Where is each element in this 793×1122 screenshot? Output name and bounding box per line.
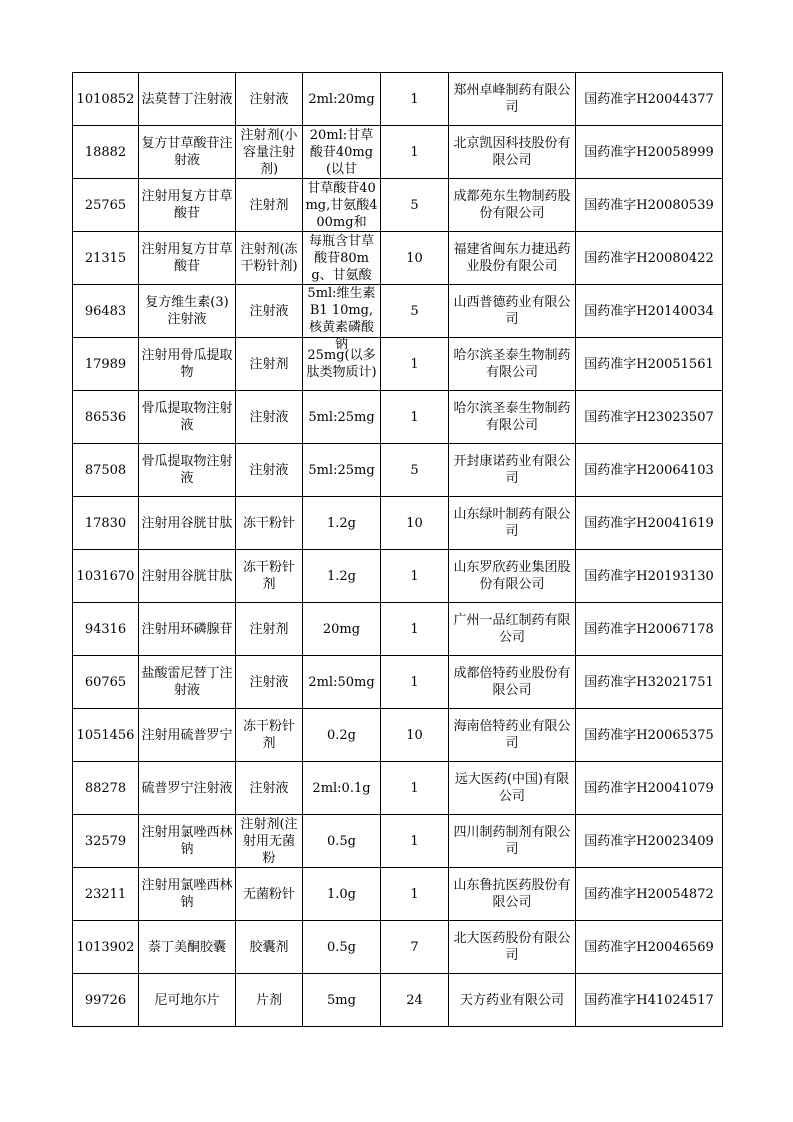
dosage-form-cell <box>236 73 303 126</box>
drug-code-cell-text: 21315 <box>84 250 127 266</box>
specification-cell-text: 5ml:25mg <box>308 462 375 478</box>
specification-cell <box>303 603 381 656</box>
approval-number-cell-text: 国药准字H20046569 <box>584 939 714 955</box>
quantity-cell <box>381 232 449 285</box>
specification-cell <box>303 126 381 179</box>
specification-cell <box>303 550 381 603</box>
dosage-form-cell <box>236 974 303 1027</box>
approval-number-cell <box>576 391 723 444</box>
manufacturer-cell-text: 山东罗欣药业集团股份有限公司 <box>453 560 571 592</box>
drug-code-cell <box>73 73 139 126</box>
table-row <box>73 762 723 815</box>
drug-name-cell-text: 注射用环磷腺苷 <box>141 621 233 637</box>
quantity-cell <box>381 656 449 709</box>
manufacturer-cell-text: 山东绿叶制药有限公司 <box>453 507 571 539</box>
drug-name-cell-text: 法莫替丁注射液 <box>141 91 233 107</box>
quantity-cell <box>381 444 449 497</box>
dosage-form-cell-text: 无菌粉针 <box>242 886 295 902</box>
table-row <box>73 868 723 921</box>
drug-name-cell-text: 骨瓜提取物注射液 <box>141 454 233 486</box>
specification-cell-text: 每瓶含甘草酸苷80mg、甘氨酸 <box>308 233 374 283</box>
drug-code-cell-text: 32579 <box>84 833 127 849</box>
dosage-form-cell <box>236 550 303 603</box>
quantity-cell-text: 10 <box>406 250 423 266</box>
specification-cell-text: 0.2g <box>327 727 356 743</box>
drug-code-cell-text: 25765 <box>84 197 127 213</box>
dosage-form-cell-text: 片剂 <box>255 992 282 1008</box>
drug-name-cell-text: 注射用谷胱甘肽 <box>141 515 233 531</box>
quantity-cell-text: 1 <box>410 409 419 425</box>
drug-code-cell <box>73 391 139 444</box>
drug-name-cell <box>139 444 236 497</box>
manufacturer-cell-text: 山西普德药业有限公司 <box>453 295 571 327</box>
drug-name-cell-text: 注射用氯唑西林钠 <box>141 878 233 910</box>
quantity-cell <box>381 285 449 338</box>
approval-number-cell-text: 国药准字H20140034 <box>584 303 714 319</box>
drug-name-cell <box>139 921 236 974</box>
manufacturer-cell <box>449 338 576 391</box>
drug-code-cell-text: 23211 <box>84 886 127 902</box>
specification-cell <box>303 73 381 126</box>
quantity-cell <box>381 179 449 232</box>
specification-cell <box>303 285 381 352</box>
manufacturer-cell-text: 哈尔滨圣泰生物制药有限公司 <box>453 401 571 433</box>
dosage-form-cell-text: 注射剂 <box>249 197 289 213</box>
manufacturer-cell <box>449 550 576 603</box>
specification-cell <box>303 815 381 868</box>
drug-name-cell <box>139 232 236 285</box>
dosage-form-cell-text: 注射剂(小容量注射剂) <box>240 127 298 177</box>
drug-code-cell <box>73 921 139 974</box>
approval-number-cell-text: 国药准字H41024517 <box>584 992 714 1008</box>
table-row <box>73 73 723 126</box>
table-row <box>73 815 723 868</box>
specification-cell-text: 20mg <box>322 621 361 637</box>
dosage-form-cell <box>236 285 303 338</box>
dosage-form-cell <box>236 497 303 550</box>
table-row <box>73 179 723 232</box>
drug-name-cell <box>139 709 236 762</box>
dosage-form-cell <box>236 815 303 868</box>
approval-number-cell <box>576 656 723 709</box>
approval-number-cell-text: 国药准字H20058999 <box>584 144 714 160</box>
table-row <box>73 974 723 1027</box>
drug-name-cell <box>139 338 236 391</box>
approval-number-cell-text: 国药准字H20023409 <box>584 833 714 849</box>
specification-cell-text: 1.0g <box>327 886 356 902</box>
drug-code-cell <box>73 709 139 762</box>
manufacturer-cell <box>449 444 576 497</box>
manufacturer-cell-text: 开封康诺药业有限公司 <box>453 454 571 486</box>
approval-number-cell-text: 国药准字H20054872 <box>584 886 714 902</box>
drug-code-cell <box>73 285 139 338</box>
table-row <box>73 338 723 391</box>
dosage-form-cell-text: 冻干粉针剂 <box>242 719 295 751</box>
specification-cell <box>303 921 381 974</box>
drug-code-cell <box>73 603 139 656</box>
table-row <box>73 550 723 603</box>
approval-number-cell <box>576 603 723 656</box>
dosage-form-cell-text: 冻干粉针剂 <box>242 560 295 592</box>
dosage-form-cell <box>236 603 303 656</box>
drug-name-cell-text: 硫普罗宁注射液 <box>141 780 233 796</box>
manufacturer-cell-text: 天方药业有限公司 <box>459 992 564 1008</box>
approval-number-cell <box>576 550 723 603</box>
dosage-form-cell-text: 注射剂(注射用无菌粉 <box>240 816 298 866</box>
drug-code-cell-text: 17989 <box>84 356 127 372</box>
drug-code-cell-text: 96483 <box>84 303 127 319</box>
quantity-cell-text: 1 <box>410 568 419 584</box>
approval-number-cell <box>576 921 723 974</box>
quantity-cell-text: 1 <box>410 91 419 107</box>
manufacturer-cell-text: 山东鲁抗医药股份有限公司 <box>453 878 571 910</box>
quantity-cell-text: 10 <box>406 515 423 531</box>
drug-name-cell-text: 骨瓜提取物注射液 <box>141 401 233 433</box>
quantity-cell <box>381 391 449 444</box>
manufacturer-cell <box>449 921 576 974</box>
specification-cell-text: 5ml:维生素B1 10mg,核黄素磷酸钠 <box>307 286 376 352</box>
manufacturer-cell <box>449 656 576 709</box>
manufacturer-cell <box>449 391 576 444</box>
quantity-cell-text: 10 <box>406 727 423 743</box>
manufacturer-cell <box>449 868 576 921</box>
drug-code-cell <box>73 497 139 550</box>
drug-code-cell <box>73 550 139 603</box>
dosage-form-cell-text: 胶囊剂 <box>249 939 289 955</box>
table-row <box>73 126 723 179</box>
approval-number-cell <box>576 73 723 126</box>
quantity-cell-text: 1 <box>410 886 419 902</box>
drug-code-cell-text: 18882 <box>84 144 127 160</box>
drug-code-cell-text: 99726 <box>84 992 127 1008</box>
approval-number-cell-text: 国药准字H20065375 <box>584 727 714 743</box>
approval-number-cell <box>576 444 723 497</box>
specification-cell-text: 2ml:0.1g <box>312 780 371 796</box>
drug-code-cell <box>73 444 139 497</box>
specification-cell-text: 甘草酸苷40mg,甘氨酸400mg和 <box>305 180 378 230</box>
table-body <box>73 73 723 1027</box>
dosage-form-cell <box>236 921 303 974</box>
table-row <box>73 232 723 285</box>
quantity-cell-text: 5 <box>410 303 419 319</box>
dosage-form-cell-text: 注射液 <box>249 674 289 690</box>
drug-code-cell <box>73 232 139 285</box>
quantity-cell-text: 5 <box>410 197 419 213</box>
dosage-form-cell <box>236 656 303 709</box>
specification-cell-text: 5mg <box>327 992 356 1008</box>
drug-code-cell-text: 1051456 <box>76 727 135 743</box>
specification-cell-text: 20ml:甘草酸苷40mg(以甘 <box>309 127 374 177</box>
quantity-cell-text: 7 <box>410 939 419 955</box>
approval-number-cell-text: 国药准字H20080422 <box>584 250 714 266</box>
approval-number-cell-text: 国药准字H20041079 <box>584 780 714 796</box>
manufacturer-cell-text: 成都倍特药业股份有限公司 <box>453 666 571 698</box>
approval-number-cell <box>576 815 723 868</box>
quantity-cell-text: 1 <box>410 674 419 690</box>
approval-number-cell <box>576 232 723 285</box>
drug-code-cell-text: 94316 <box>84 621 127 637</box>
drug-name-cell-text: 注射用硫普罗宁 <box>141 727 233 743</box>
approval-number-cell-text: 国药准字H32021751 <box>584 674 714 690</box>
approval-number-cell-text: 国药准字H20067178 <box>584 621 714 637</box>
drug-name-cell <box>139 285 236 338</box>
dosage-form-cell <box>236 391 303 444</box>
dosage-form-cell-text: 注射剂(冻干粉针剂) <box>240 242 298 274</box>
drug-name-cell <box>139 391 236 444</box>
approval-number-cell-text: 国药准字H23023507 <box>584 409 714 425</box>
quantity-cell <box>381 762 449 815</box>
specification-cell <box>303 656 381 709</box>
drug-name-cell-text: 注射用复方甘草酸苷 <box>141 242 233 274</box>
drug-code-cell <box>73 126 139 179</box>
manufacturer-cell-text: 北大医药股份有限公司 <box>453 931 571 963</box>
dosage-form-cell-text: 注射剂 <box>249 621 289 637</box>
approval-number-cell-text: 国药准字H20051561 <box>584 356 714 372</box>
manufacturer-cell <box>449 815 576 868</box>
approval-number-cell <box>576 868 723 921</box>
dosage-form-cell-text: 注射液 <box>249 409 289 425</box>
quantity-cell <box>381 73 449 126</box>
quantity-cell-text: 1 <box>410 144 419 160</box>
dosage-form-cell <box>236 232 303 285</box>
manufacturer-cell-text: 海南倍特药业有限公司 <box>453 719 571 751</box>
table-row <box>73 921 723 974</box>
specification-cell <box>303 974 381 1027</box>
quantity-cell-text: 1 <box>410 621 419 637</box>
approval-number-cell <box>576 338 723 391</box>
quantity-cell <box>381 709 449 762</box>
drug-name-cell <box>139 550 236 603</box>
specification-cell <box>303 179 381 232</box>
quantity-cell <box>381 550 449 603</box>
dosage-form-cell-text: 注射液 <box>249 303 289 319</box>
specification-cell <box>303 232 381 285</box>
manufacturer-cell-text: 远大医药(中国)有限公司 <box>454 772 570 804</box>
drug-code-cell <box>73 656 139 709</box>
drug-name-cell <box>139 73 236 126</box>
dosage-form-cell <box>236 179 303 232</box>
drug-name-cell-text: 尼可地尔片 <box>154 992 220 1008</box>
drug-code-cell-text: 88278 <box>84 780 127 796</box>
approval-number-cell-text: 国药准字H20041619 <box>584 515 714 531</box>
table-row <box>73 285 723 338</box>
drug-code-cell <box>73 974 139 1027</box>
drug-code-cell <box>73 815 139 868</box>
drug-name-cell <box>139 762 236 815</box>
approval-number-cell <box>576 497 723 550</box>
specification-cell-text: 1.2g <box>327 568 356 584</box>
approval-number-cell <box>576 709 723 762</box>
drug-name-cell <box>139 126 236 179</box>
approval-number-cell <box>576 126 723 179</box>
approval-number-cell <box>576 762 723 815</box>
drug-list-table <box>72 72 723 1027</box>
specification-cell <box>303 444 381 497</box>
drug-name-cell <box>139 815 236 868</box>
drug-name-cell-text: 盐酸雷尼替丁注射液 <box>141 666 233 698</box>
manufacturer-cell <box>449 73 576 126</box>
specification-cell <box>303 762 381 815</box>
drug-name-cell-text: 复方维生素(3)注射液 <box>145 295 229 327</box>
drug-name-cell-text: 注射用谷胱甘肽 <box>141 568 233 584</box>
manufacturer-cell-text: 郑州卓峰制药有限公司 <box>453 83 571 115</box>
drug-code-cell <box>73 762 139 815</box>
drug-code-cell <box>73 868 139 921</box>
drug-code-cell <box>73 338 139 391</box>
quantity-cell <box>381 603 449 656</box>
table-row <box>73 391 723 444</box>
manufacturer-cell <box>449 126 576 179</box>
drug-code-cell-text: 86536 <box>84 409 127 425</box>
drug-name-cell-text: 注射用复方甘草酸苷 <box>141 189 233 221</box>
approval-number-cell <box>576 179 723 232</box>
approval-number-cell-text: 国药准字H20044377 <box>584 91 714 107</box>
specification-cell <box>303 709 381 762</box>
manufacturer-cell-text: 四川制药制剂有限公司 <box>453 825 571 857</box>
table-row <box>73 709 723 762</box>
manufacturer-cell <box>449 603 576 656</box>
manufacturer-cell-text: 成都苑东生物制药股份有限公司 <box>453 189 571 221</box>
approval-number-cell-text: 国药准字H20193130 <box>584 568 714 584</box>
quantity-cell <box>381 815 449 868</box>
drug-name-cell-text: 注射用骨瓜提取物 <box>141 348 233 380</box>
specification-cell <box>303 391 381 444</box>
manufacturer-cell-text: 广州一品红制药有限公司 <box>453 613 571 645</box>
dosage-form-cell <box>236 762 303 815</box>
manufacturer-cell-text: 哈尔滨圣泰生物制药有限公司 <box>453 348 571 380</box>
drug-code-cell <box>73 179 139 232</box>
table-row <box>73 656 723 709</box>
specification-cell-text: 0.5g <box>327 939 356 955</box>
manufacturer-cell-text: 福建省闽东力捷迅药业股份有限公司 <box>453 242 571 274</box>
drug-name-cell <box>139 603 236 656</box>
specification-cell-text: 1.2g <box>327 515 356 531</box>
specification-cell <box>303 868 381 921</box>
dosage-form-cell-text: 注射剂 <box>249 356 289 372</box>
manufacturer-cell <box>449 285 576 338</box>
quantity-cell <box>381 338 449 391</box>
quantity-cell-text: 1 <box>410 356 419 372</box>
approval-number-cell <box>576 285 723 338</box>
dosage-form-cell <box>236 126 303 179</box>
drug-code-cell-text: 1010852 <box>76 91 135 107</box>
dosage-form-cell <box>236 338 303 391</box>
drug-code-cell-text: 87508 <box>84 462 127 478</box>
drug-code-cell-text: 1013902 <box>76 939 135 955</box>
table-row <box>73 603 723 656</box>
drug-name-cell-text: 注射用氯唑西林钠 <box>141 825 233 857</box>
drug-code-cell-text: 1031670 <box>76 568 135 584</box>
specification-cell-text: 2ml:50mg <box>308 674 375 690</box>
dosage-form-cell-text: 冻干粉针 <box>242 515 295 531</box>
drug-name-cell-text: 复方甘草酸苷注射液 <box>141 136 233 168</box>
dosage-form-cell <box>236 444 303 497</box>
drug-name-cell <box>139 497 236 550</box>
manufacturer-cell <box>449 762 576 815</box>
table-row <box>73 497 723 550</box>
manufacturer-cell <box>449 232 576 285</box>
quantity-cell-text: 5 <box>410 462 419 478</box>
specification-cell <box>303 497 381 550</box>
drug-code-cell-text: 60765 <box>84 674 127 690</box>
dosage-form-cell <box>236 709 303 762</box>
manufacturer-cell <box>449 709 576 762</box>
quantity-cell <box>381 974 449 1027</box>
quantity-cell <box>381 921 449 974</box>
drug-name-cell <box>139 868 236 921</box>
quantity-cell-text: 24 <box>406 992 423 1008</box>
approval-number-cell-text: 国药准字H20064103 <box>584 462 714 478</box>
drug-name-cell-text: 萘丁美酮胶囊 <box>147 939 226 955</box>
quantity-cell <box>381 497 449 550</box>
approval-number-cell-text: 国药准字H20080539 <box>584 197 714 213</box>
manufacturer-cell <box>449 179 576 232</box>
quantity-cell-text: 1 <box>410 833 419 849</box>
approval-number-cell <box>576 974 723 1027</box>
dosage-form-cell-text: 注射液 <box>249 780 289 796</box>
quantity-cell <box>381 868 449 921</box>
specification-cell-text: 2ml:20mg <box>308 91 375 107</box>
drug-code-cell-text: 17830 <box>84 515 127 531</box>
specification-cell-text: 0.5g <box>327 833 356 849</box>
drug-name-cell <box>139 974 236 1027</box>
drug-name-cell <box>139 179 236 232</box>
quantity-cell-text: 1 <box>410 780 419 796</box>
dosage-form-cell <box>236 868 303 921</box>
dosage-form-cell-text: 注射液 <box>249 91 289 107</box>
quantity-cell <box>381 126 449 179</box>
manufacturer-cell-text: 北京凯因科技股份有限公司 <box>453 136 571 168</box>
specification-cell-text: 5ml:25mg <box>308 409 375 425</box>
table-row <box>73 444 723 497</box>
specification-cell-text: 25mg(以多肽类物质计) <box>306 348 377 380</box>
manufacturer-cell <box>449 497 576 550</box>
manufacturer-cell <box>449 974 576 1027</box>
dosage-form-cell-text: 注射液 <box>249 462 289 478</box>
drug-name-cell <box>139 656 236 709</box>
